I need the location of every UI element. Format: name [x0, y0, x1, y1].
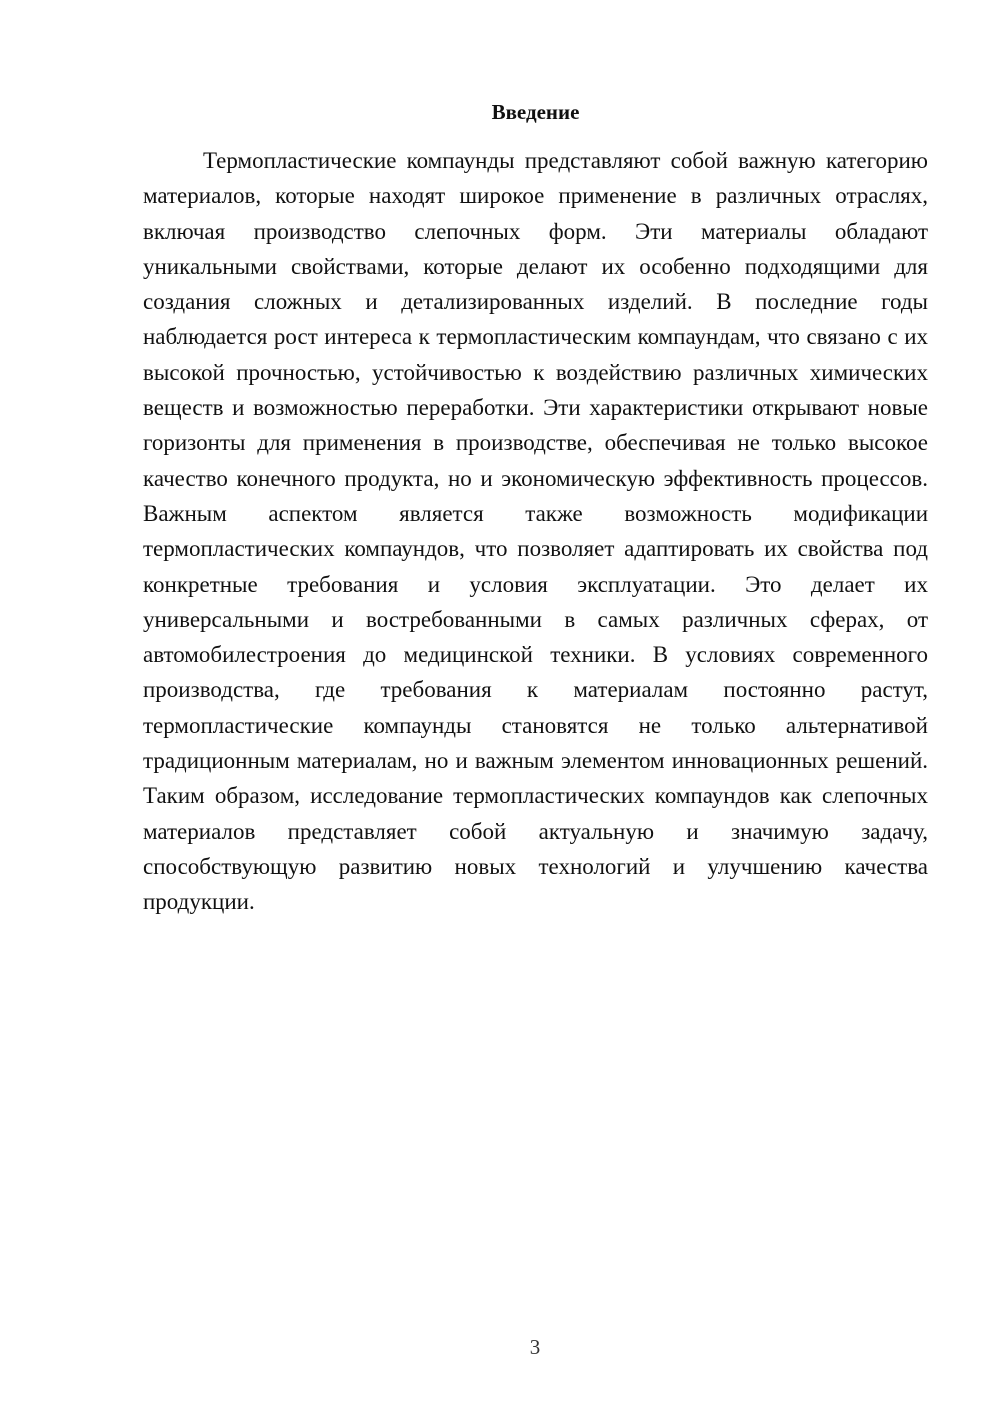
page-number: 3: [529, 1335, 541, 1359]
section-heading: Введение: [491, 100, 580, 124]
body-paragraph: Термопластические компаунды представляют собой важную категорию материалов, которые находят широкое применение в различных отраслях, включая производство слепочных форм. Эти материалы обладают уникальными свойствами, которые делают их особенно подходящими для создания сложных и детализированных изделий. В последние годы наблюдается рост интереса к термопластическим компаундам, что связано с их высокой прочностью, устойчивостью к воздействию различных химических веществ и возможностью переработки. Эти характеристики открывают новые горизонты для применения в производстве, обеспечивая не только высокое качество конечного продукта, но и экономическую эффективность процессов. Важным аспектом является также возможность модификации термопластических компаундов, что позволяет адаптировать их свойства под конкретные требования и условия эксплуатации. Это делает их универсальными и востребованными в самых различных сферах, от автомобилестроения до медицинской техники. В условиях современного производства, где требования к материалам постоянно растут, термопластические компаунды становятся не только альтернативой традиционным материалам, но и важным элементом инновационных решений. Таким образом, исследование термопластических компаундов как слепочных материалов представляет собой актуальную и значимую задачу, способствующую развитию новых технологий и улучшению качества продукции.: [143, 148, 928, 915]
